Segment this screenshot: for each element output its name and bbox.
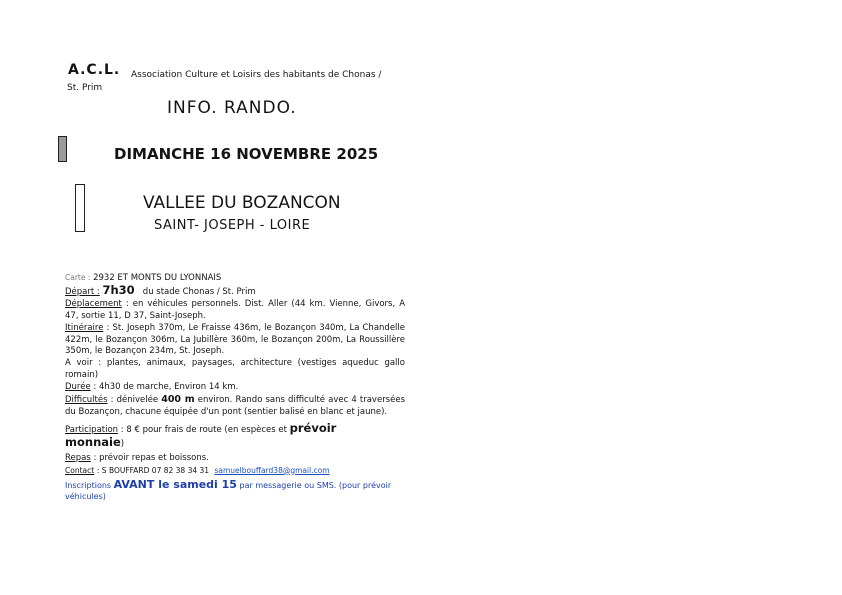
event-date: DIMANCHE 16 NOVEMBRE 2025: [114, 145, 379, 163]
carte-label: Carte :: [65, 273, 91, 282]
itineraire-label: Itinéraire: [65, 322, 104, 333]
organization-abbreviation: A.C.L.: [68, 62, 121, 78]
hike-info-block: [65, 272, 405, 503]
itineraire-line: [65, 323, 405, 359]
deplacement-value: : en véhicules personnels. Dist. Aller (44 km. Vienne, Givors, A 47, sortie 11, D 37, Saint-Joseph.: [65, 298, 406, 321]
depart-location: du stade Chonas / St. Prim: [142, 286, 256, 297]
participation-emphasis-2: monnaie: [65, 434, 121, 449]
difficultes-post: environ. Rando sans difficulté avec 4 traversées du Bozançon, chacune équipée d'un pont (sentier balisé en blanc et jaune).: [65, 395, 405, 417]
deplacement-line: [65, 299, 405, 323]
participation-value: : 8 € pour frais de route (en espèces et: [120, 424, 287, 435]
duree-value: : 4h30 de marche, Environ 14 km.: [93, 382, 239, 393]
duree-label: Durée: [65, 382, 91, 393]
difficultes-pre: : dénivelée: [110, 395, 159, 406]
contact-label: Contact: [65, 465, 95, 475]
organization-name: Association Culture et Loisirs des habitants de Chonas /: [131, 70, 382, 80]
avoir-line: [65, 358, 405, 382]
destination-name: VALLEE DU BOZANCON: [143, 193, 341, 213]
depart-line: [65, 282, 405, 299]
participation-label: Participation: [65, 424, 119, 435]
participation-line: [65, 420, 405, 451]
repas-line: [65, 453, 405, 465]
deplacement-label: Déplacement: [65, 298, 122, 309]
inscriptions-post: par messagerie ou SMS. (pour prévoir véhicules): [65, 480, 392, 502]
inscriptions-deadline: AVANT le samedi 15: [113, 477, 237, 491]
inscriptions-pre: Inscriptions: [65, 480, 112, 490]
avoir-text: A voir : plantes, animaux, paysages, architecture (vestiges aqueduc gallo romain): [65, 358, 405, 381]
participation-emphasis-1: prévoir: [289, 420, 337, 435]
contact-line: [65, 465, 405, 478]
depart-label: Départ :: [65, 286, 100, 297]
depart-time: 7h30: [102, 282, 135, 297]
difficultes-line: [65, 394, 405, 419]
repas-value: : prévoir repas et boissons.: [93, 452, 209, 463]
inscriptions-line: [65, 479, 405, 504]
contact-value: : S BOUFFARD 07 82 38 34 31: [96, 465, 210, 475]
participation-close: ): [120, 438, 125, 449]
duree-line: [65, 382, 405, 394]
difficultes-elevation: 400 m: [161, 394, 195, 406]
document-title: INFO. RANDO.: [167, 98, 297, 118]
repas-label: Repas: [65, 452, 91, 463]
scan-mark-filled: [58, 136, 67, 162]
contact-email-link[interactable]: samuelbouffard38@gmail.com: [214, 465, 330, 475]
organization-place: St. Prim: [67, 83, 103, 93]
itineraire-value: : St. Joseph 370m, Le Fraisse 436m, le Bozançon 340m, La Chandelle 422m, le Bozançon 306m, La Jubillère 360m, le Bozançon 200m, La Roussillère 350m, le Bozançon 234m, St. Joseph.: [65, 322, 405, 357]
difficultes-label: Difficultés: [65, 395, 108, 406]
scan-mark-outline: [75, 184, 85, 232]
carte-value: 2932 ET MONTS DU LYONNAIS: [93, 273, 222, 283]
destination-location: SAINT- JOSEPH - LOIRE: [154, 218, 311, 233]
